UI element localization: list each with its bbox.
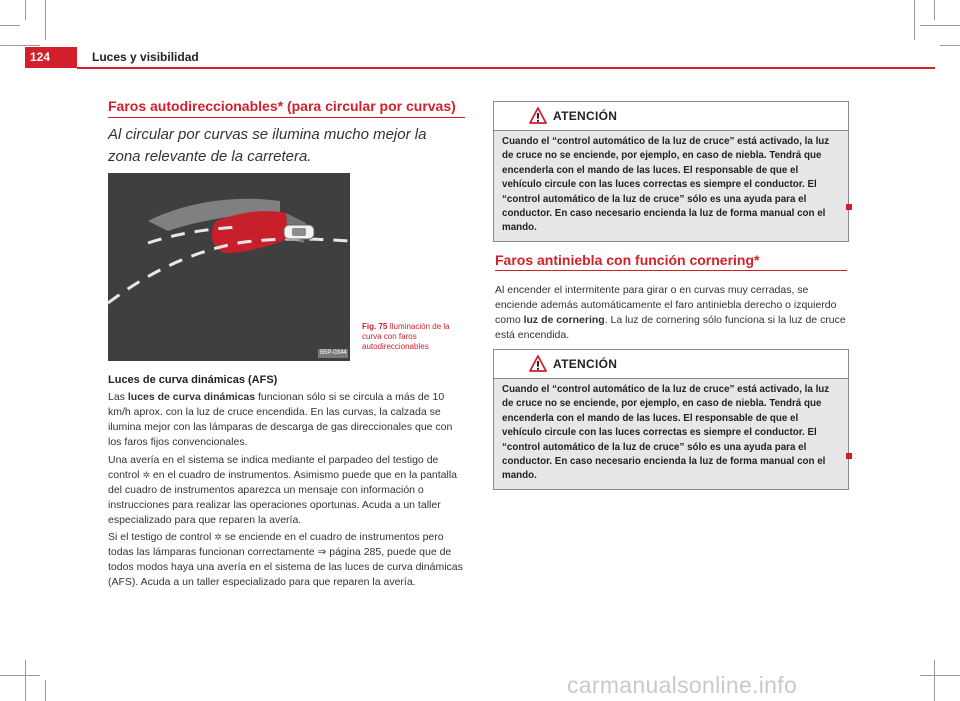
crop-mark bbox=[25, 660, 26, 701]
crop-mark bbox=[0, 45, 40, 46]
paragraph-afs-fault-blink bbox=[108, 453, 464, 528]
section-heading-cornering: Faros antiniebla con función cornering* bbox=[495, 252, 760, 268]
paragraph-afs-function bbox=[108, 390, 464, 450]
section-intro: Al circular por curvas se ilumina mucho mejor la zona relevante de la carretera. bbox=[108, 126, 427, 165]
running-header-title: Luces y visibilidad bbox=[92, 50, 199, 64]
crop-mark bbox=[940, 45, 960, 46]
section-end-mark bbox=[846, 453, 852, 459]
crop-mark bbox=[920, 25, 960, 26]
page-number: 124 bbox=[30, 50, 51, 64]
warning-box bbox=[493, 349, 849, 490]
text-fragment: Una avería en el sistema se indica mediante el parpadeo del testigo de control bbox=[108, 454, 439, 481]
figure-caption-number: Fig. 75 bbox=[362, 322, 388, 331]
figure-curve-illumination bbox=[108, 173, 350, 361]
warning-label: ATENCIÓN bbox=[553, 109, 618, 123]
text-fragment: Al encender el intermitente para girar o en curvas muy cerradas, se enciende además automáticamente el faro antiniebla derecho o izquierdo como bbox=[495, 284, 837, 326]
crop-mark bbox=[0, 675, 40, 676]
crop-mark bbox=[0, 25, 20, 26]
subheading-afs: Luces de curva dinámicas (AFS) bbox=[108, 374, 278, 386]
section-heading-afs: Faros autodireccionables* (para circular por curvas) bbox=[108, 98, 456, 114]
curve-illumination-illustration bbox=[108, 173, 350, 361]
warning-triangle-icon bbox=[529, 355, 547, 372]
bold-term: luz de cornering bbox=[523, 314, 605, 326]
warning-header bbox=[494, 350, 848, 378]
figure-caption-text: Iluminación de la curva con faros autodireccionables bbox=[362, 322, 450, 351]
crop-mark bbox=[914, 0, 915, 40]
crop-mark bbox=[934, 660, 935, 701]
paragraph-cornering bbox=[495, 283, 847, 343]
watermark: carmanualsonline.info bbox=[567, 672, 798, 698]
crop-mark bbox=[920, 675, 960, 676]
warning-text: Cuando el “control automático de la luz de cruce” está activado, la luz de cruce no se enciende, por ejemplo, en caso de niebla. Tendrá que encenderla con el mando de las luces. El responsable de que el vehículo circule con las luces correctas es siempre el conductor. El “control automático de la luz de cruce” sólo es una ayuda para el conductor. En caso necesario encienda la luz de forma manual con el mando. bbox=[494, 130, 848, 241]
text-fragment: Si el testigo de control bbox=[108, 531, 215, 543]
bold-term: luces de curva dinámicas bbox=[127, 391, 256, 403]
warning-header bbox=[494, 102, 848, 130]
afs-warning-lamp-icon: ✲ bbox=[214, 532, 222, 542]
warning-text: Cuando el “control automático de la luz de cruce” está activado, la luz de cruce no se enciende, por ejemplo, en caso de niebla. Tendrá que encenderla con el mando de las luces. El responsable de que el vehículo circule con las luces correctas es siempre el conductor. El “control automático de la luz de cruce” sólo es una ayuda para el conductor. En caso necesario encienda la luz de forma manual con el mando. bbox=[494, 378, 848, 489]
text-fragment: en el cuadro de instrumentos. Asimismo puede que en la pantalla del cuadro de instrumentos aparezca un mensaje con información o instrucciones para realizar las operaciones oportunas. Acuda a un taller especializado para que reparen la avería. bbox=[108, 469, 458, 526]
warning-label: ATENCIÓN bbox=[553, 357, 618, 371]
crop-mark bbox=[45, 0, 46, 40]
figure-caption bbox=[362, 322, 466, 352]
text-fragment: . La luz de cornering sólo funciona si la luz de cruce está encendida. bbox=[495, 314, 846, 341]
figure-code: B5P-0344 bbox=[320, 350, 347, 356]
warning-triangle-icon bbox=[529, 107, 547, 124]
header-rule bbox=[77, 67, 935, 69]
text-fragment: funcionan sólo si se circula a más de 10 km/h aprox. con la luz de cruce encendida. En las curvas, la calzada se ilumina mejor con las lámparas de descarga de gas direccionales que con los faros fijos convencionales. bbox=[108, 391, 453, 448]
crop-mark bbox=[25, 0, 26, 20]
section-heading-rule bbox=[108, 117, 465, 118]
crop-mark bbox=[934, 0, 935, 20]
paragraph-afs-fault-lit bbox=[108, 530, 464, 590]
section-heading-rule bbox=[495, 270, 847, 271]
text-fragment: Las bbox=[108, 391, 128, 403]
section-end-mark bbox=[846, 204, 852, 210]
crop-mark bbox=[45, 680, 46, 701]
text-fragment: se enciende en el cuadro de instrumentos pero todas las lámparas funcionan correctamente ⇒ página 285, puede que de todos modos haya una avería en el sistema de las luces de curva dinámicas (AFS). Acuda a un taller especializado para que reparen la avería. bbox=[108, 531, 463, 588]
afs-warning-lamp-icon: ✲ bbox=[142, 470, 150, 480]
warning-box bbox=[493, 101, 849, 242]
